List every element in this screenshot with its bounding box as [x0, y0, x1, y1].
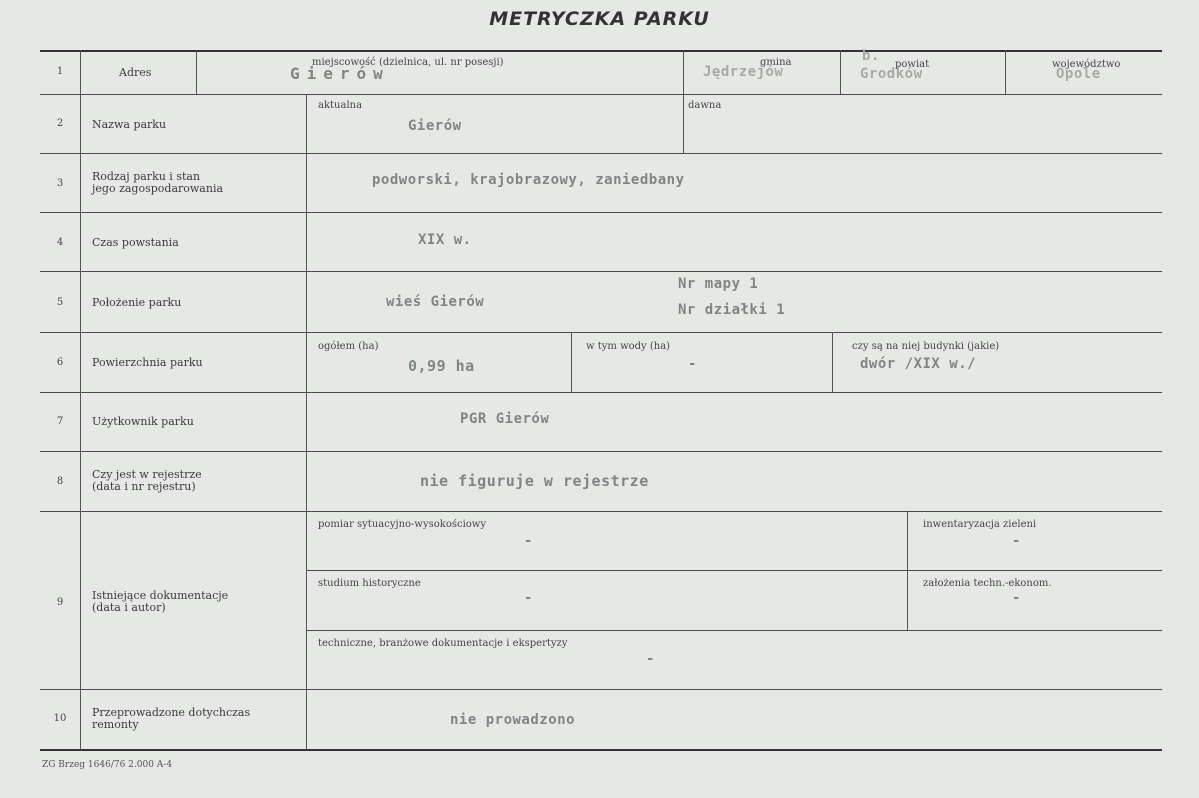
row-number: 8	[56, 476, 64, 487]
district-prefix: b.	[862, 48, 880, 64]
tech-econ-label: założenia techn.-ekonom.	[923, 578, 1052, 589]
survey-value: -	[524, 533, 533, 549]
documentation-label-line2: (data i autor)	[92, 601, 166, 614]
total-area-value: 0,99 ha	[408, 357, 475, 375]
row-number: 5	[56, 297, 64, 308]
voivodeship-value: Opole	[1056, 66, 1101, 82]
greenery-label: inwentaryzacja zieleni	[923, 519, 1037, 530]
commune-value: Jędrzejów	[703, 64, 784, 80]
row-divider	[40, 153, 1162, 154]
row-divider	[40, 689, 1162, 690]
technical-docs-value: -	[646, 651, 655, 667]
origin-time-label: Czas powstania	[92, 236, 179, 249]
district-value: Grodków	[860, 66, 923, 82]
tech-econ-value: -	[1012, 590, 1021, 606]
print-footer: ZG Brzeg 1646/76 2.000 A-4	[42, 760, 173, 770]
documentation-label-line1: Istniejące dokumentacje	[92, 589, 229, 602]
row-number: 9	[56, 597, 64, 608]
district-label: powiat	[895, 59, 930, 70]
documentation-divider	[907, 511, 908, 630]
park-type-value: podworski, krajobrazowy, zaniedbany	[372, 172, 685, 188]
row-divider	[40, 511, 1162, 512]
repairs-label-line2: remonty	[92, 718, 139, 731]
greenery-value: -	[1012, 533, 1021, 549]
area-label: Powierzchnia parku	[92, 356, 203, 369]
address-label-divider	[196, 50, 197, 94]
subrow-divider	[307, 630, 1162, 631]
row-number: 7	[56, 416, 64, 427]
origin-time-value: XIX w.	[418, 232, 472, 248]
park-user-value: PGR Gierów	[460, 411, 550, 427]
location-label: Położenie parku	[92, 296, 182, 309]
current-name-value: Gierów	[408, 118, 462, 134]
row-divider	[40, 332, 1162, 333]
commune-divider	[683, 50, 684, 94]
register-value: nie figuruje w rejestrze	[420, 472, 649, 490]
form-title: METRYCZKA PARKU	[489, 8, 710, 30]
register-label-line2: (data i nr rejestru)	[92, 480, 196, 493]
table-top-border	[40, 50, 1162, 52]
label-column-divider	[306, 94, 307, 750]
area-divider	[832, 332, 833, 392]
row-divider	[40, 94, 1162, 95]
address-label: Adres	[119, 66, 152, 79]
subrow-divider	[307, 570, 1162, 571]
voivodeship-divider	[1005, 50, 1006, 94]
row-divider	[40, 271, 1162, 272]
row-number: 10	[53, 713, 67, 724]
row-number: 4	[56, 237, 64, 248]
current-name-label: aktualna	[318, 100, 363, 111]
locality-label: miejscowość (dzielnica, ul. nr posesji)	[312, 57, 504, 68]
locality-value: Gierów	[290, 64, 390, 83]
total-area-label: ogółem (ha)	[318, 341, 379, 352]
park-name-label: Nazwa parku	[92, 118, 167, 131]
row-number: 6	[56, 357, 64, 368]
water-area-value: -	[688, 356, 697, 372]
voivodeship-label: województwo	[1052, 59, 1121, 70]
water-area-label: w tym wody (ha)	[586, 341, 671, 352]
row-number: 3	[56, 178, 64, 189]
history-value: -	[524, 590, 533, 606]
repairs-value: nie prowadzono	[450, 712, 576, 728]
technical-docs-label: techniczne, branżowe dokumentacje i ekspertyzy	[318, 638, 568, 649]
row-divider	[40, 212, 1162, 213]
area-divider	[571, 332, 572, 392]
number-column-divider	[80, 50, 81, 750]
row-divider	[40, 451, 1162, 452]
repairs-label-line1: Przeprowadzone dotychczas	[92, 706, 251, 719]
plot-number: Nr działki 1	[678, 302, 786, 318]
former-name-label: dawna	[688, 100, 722, 111]
register-label-line1: Czy jest w rejestrze	[92, 468, 202, 481]
buildings-value: dwór /XIX w./	[860, 356, 977, 372]
location-value: wieś Gierów	[386, 294, 485, 310]
commune-label: gmina	[760, 57, 792, 68]
survey-label: pomiar sytuacyjno-wysokościowy	[318, 519, 487, 530]
history-label: studium historyczne	[318, 578, 421, 589]
park-type-label-line2: jego zagospodarowania	[92, 182, 224, 195]
buildings-label: czy są na niej budynki (jakie)	[852, 341, 1000, 352]
row-divider	[40, 392, 1162, 393]
row-number: 1	[56, 66, 64, 77]
map-number: Nr mapy 1	[678, 276, 759, 292]
table-bottom-border	[40, 749, 1162, 751]
district-divider	[840, 50, 841, 94]
park-type-label-line1: Rodzaj parku i stan	[92, 170, 201, 183]
park-user-label: Użytkownik parku	[92, 415, 194, 428]
row-number: 2	[56, 118, 64, 129]
park-name-divider	[683, 94, 684, 153]
